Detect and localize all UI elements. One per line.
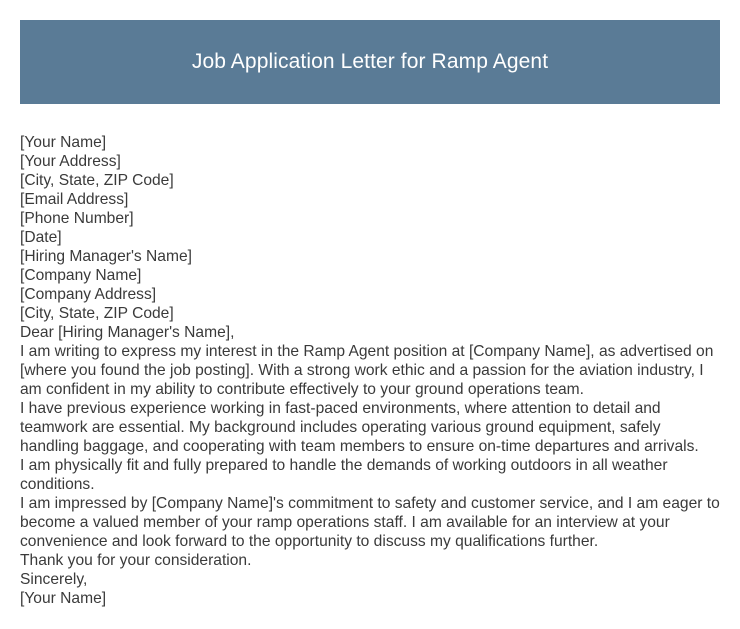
closing-thanks: Thank you for your consideration. <box>20 552 252 569</box>
signature-name: [Your Name] <box>20 590 107 607</box>
letter-body <box>20 133 720 608</box>
paragraph-fitness: I am physically fit and fully prepared to handle the demands of working outdoors in all weather conditions. <box>20 457 668 493</box>
recipient-name: [Hiring Manager's Name] <box>20 248 192 265</box>
salutation: Dear [Hiring Manager's Name], <box>20 324 235 341</box>
paragraph-experience: I have previous experience working in fast-paced environments, where attention to detail and teamwork are essential. My background includes operating various ground equipment, safely handling baggage, and cooperating with team members to ensure on-time departures and arrivals. <box>20 400 699 455</box>
sign-off: Sincerely, <box>20 571 88 588</box>
header-banner <box>20 20 720 104</box>
sender-address: [Your Address] <box>20 153 121 170</box>
sender-phone: [Phone Number] <box>20 210 134 227</box>
sender-email: [Email Address] <box>20 191 129 208</box>
company-city: [City, State, ZIP Code] <box>20 305 174 322</box>
company-address: [Company Address] <box>20 286 157 303</box>
paragraph-closing: I am impressed by [Company Name]'s commitment to safety and customer service, and I am eager to become a valued member of your ramp operations staff. I am available for an interview at your convenience and look forward to the opportunity to discuss my qualifications further. <box>20 495 720 550</box>
sender-name: [Your Name] <box>20 134 107 151</box>
page-title: Job Application Letter for Ramp Agent <box>191 50 549 73</box>
paragraph-intro: I am writing to express my interest in the Ramp Agent position at [Company Name], as advertised on [where you found the job posting]. With a strong work ethic and a passion for the aviation industry, I am confident in my ability to contribute effectively to your ground operations team. <box>20 343 714 398</box>
letter-date: [Date] <box>20 229 62 246</box>
sender-city: [City, State, ZIP Code] <box>20 172 174 189</box>
company-name: [Company Name] <box>20 267 142 284</box>
